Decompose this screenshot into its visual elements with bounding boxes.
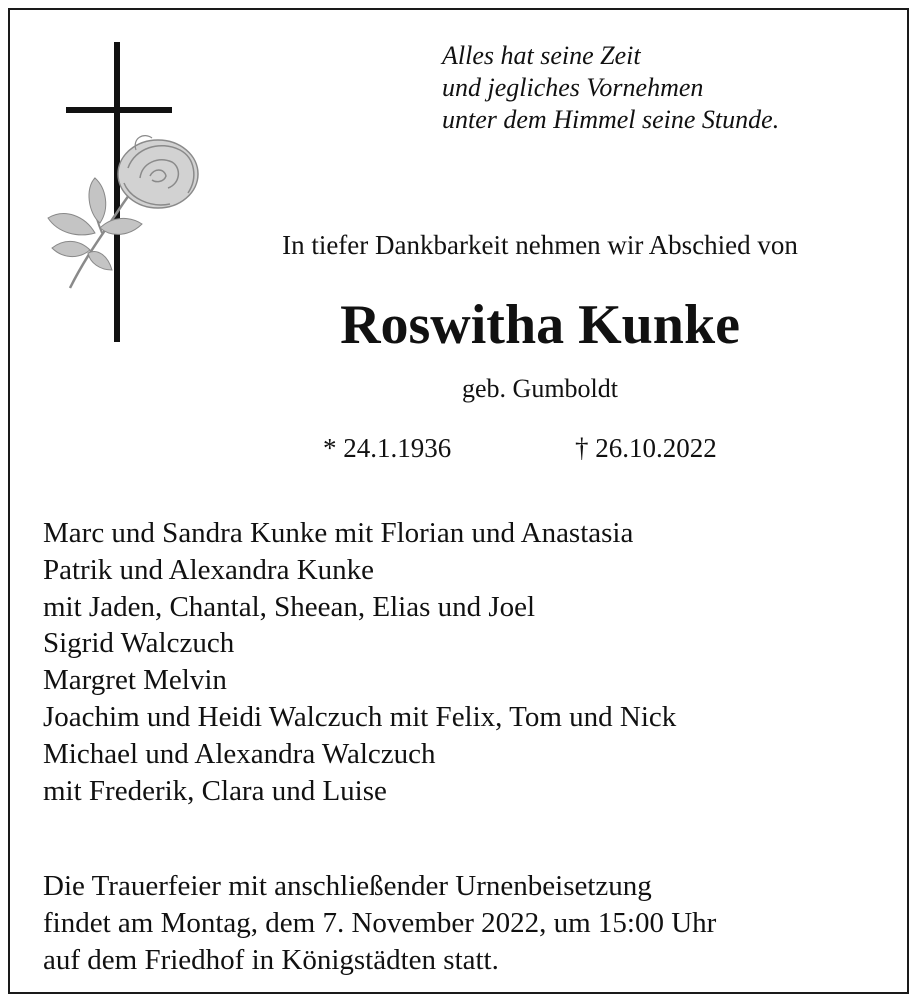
- birth-date: * 24.1.1936: [323, 433, 452, 463]
- maiden-name: geb. Gumboldt: [462, 374, 618, 403]
- notice-line: Die Trauerfeier mit anschließender Urnenbeisetzung: [43, 870, 652, 902]
- verse-line: unter dem Himmel seine Stunde.: [442, 105, 780, 134]
- verse-line: und jegliches Vornehmen: [442, 73, 704, 102]
- intro-line: In tiefer Dankbarkeit nehmen wir Abschied von: [282, 230, 798, 260]
- notice-line: auf dem Friedhof in Königstädten statt.: [43, 944, 499, 976]
- notice-line: findet am Montag, dem 7. November 2022, um 15:00 Uhr: [43, 907, 717, 939]
- obituary-notice: [8, 8, 909, 994]
- mourner-line: mit Jaden, Chantal, Sheean, Elias und Joel: [43, 590, 536, 623]
- bible-verse: [442, 40, 912, 136]
- deceased-name: Roswitha Kunke: [340, 294, 740, 356]
- mourner-line: Patrik und Alexandra Kunke: [43, 553, 375, 586]
- verse-line: Alles hat seine Zeit: [442, 41, 641, 70]
- mourners-list: [43, 515, 903, 809]
- mourner-line: Michael und Alexandra Walczuch: [43, 737, 436, 770]
- funeral-notice: [43, 868, 903, 979]
- cross-with-rose-icon: [40, 38, 210, 348]
- mourner-line: Sigrid Walczuch: [43, 627, 235, 660]
- mourner-line: mit Frederik, Clara und Luise: [43, 774, 387, 807]
- mourner-line: Margret Melvin: [43, 664, 227, 697]
- death-date: † 26.10.2022: [575, 433, 717, 463]
- mourner-line: Marc und Sandra Kunke mit Florian und Anastasia: [43, 517, 634, 549]
- mourner-line: Joachim und Heidi Walczuch mit Felix, Tom und Nick: [43, 700, 677, 733]
